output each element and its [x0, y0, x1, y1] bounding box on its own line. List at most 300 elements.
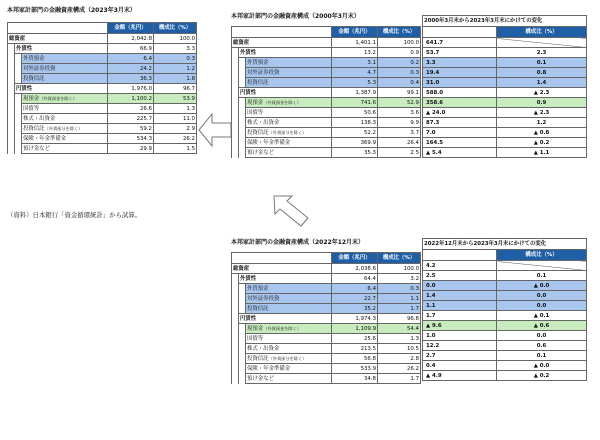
change-amount-cell: ▲ 24.0 — [423, 108, 497, 118]
indent — [15, 104, 22, 114]
indent — [8, 134, 15, 144]
indent — [8, 54, 15, 64]
table-row — [8, 64, 197, 74]
amount-cell: 59.2 — [108, 124, 154, 134]
indent — [239, 98, 246, 108]
table-row — [232, 284, 421, 294]
change-ratio-cell: 0.1 — [497, 271, 587, 281]
ratio-cell: 9.9 — [378, 118, 421, 128]
row-label — [22, 54, 108, 64]
indent — [239, 58, 246, 68]
ratio-cell: 0.3 — [378, 68, 421, 78]
table-row — [423, 118, 587, 128]
indent — [232, 78, 239, 88]
header-blank — [423, 250, 497, 261]
row-label — [246, 128, 332, 138]
change-ratio-cell: 0.1 — [497, 351, 587, 361]
amount-cell: 6.4 — [332, 284, 378, 294]
change-amount-cell: ▲ 5.4 — [423, 148, 497, 158]
row-label — [232, 264, 332, 274]
indent — [232, 274, 239, 284]
ratio-cell: 11.0 — [154, 114, 197, 124]
change-ratio-cell: 0.0 — [497, 331, 587, 341]
indent — [8, 114, 15, 124]
table-row — [423, 271, 587, 281]
row-label — [22, 134, 108, 144]
row-label-note: （外貨預金を除く） — [263, 99, 301, 105]
table-row — [423, 281, 587, 291]
ratio-cell: 1.7 — [378, 374, 421, 384]
amount-cell: 35.3 — [332, 148, 378, 158]
row-label-text: 現預金 — [247, 325, 264, 332]
indent — [239, 148, 246, 158]
row-label-text: 円貨性 — [240, 89, 257, 96]
row-label — [246, 118, 332, 128]
table-row — [423, 38, 587, 48]
indent — [15, 124, 22, 134]
table-row — [423, 138, 587, 148]
amount-cell: 2,038.6 — [332, 264, 378, 274]
indent — [8, 74, 15, 84]
indent — [8, 84, 15, 94]
row-label-text: 株式・出資金 — [247, 119, 280, 126]
ratio-cell: 26.4 — [378, 138, 421, 148]
table-row — [232, 98, 421, 108]
row-label — [246, 334, 332, 344]
row-label-text: 投資信託 — [247, 129, 269, 136]
table-row — [232, 274, 421, 284]
table-row — [423, 321, 587, 331]
change-header-row — [423, 250, 587, 261]
amount-cell: 22.7 — [332, 294, 378, 304]
table-row — [232, 264, 421, 274]
change-ratio-cell — [497, 261, 587, 271]
ratio-cell: 0.4 — [378, 78, 421, 88]
ratio-cell: 53.9 — [154, 94, 197, 104]
amount-cell: 1,976.0 — [108, 84, 154, 94]
indent — [239, 118, 246, 128]
amount-cell: 52.2 — [332, 128, 378, 138]
change-header-row — [423, 27, 587, 38]
row-label-text: 現預金 — [23, 95, 40, 102]
asset-table — [231, 252, 421, 384]
row-label-text: 預け金など — [247, 375, 274, 382]
amount-cell: 2,042.8 — [108, 34, 154, 44]
change-amount-cell: 1.0 — [423, 331, 497, 341]
ratio-cell: 1.3 — [378, 334, 421, 344]
row-label — [246, 364, 332, 374]
change-amount-cell: 19.4 — [423, 68, 497, 78]
table-row — [232, 128, 421, 138]
table-row — [423, 48, 587, 58]
change-ratio-cell: ▲ 0.6 — [497, 321, 587, 331]
indent — [15, 94, 22, 104]
row-label-text: 外貨預金 — [247, 59, 269, 66]
indent — [8, 94, 15, 104]
change-amount-cell: 641.7 — [423, 38, 497, 48]
amount-cell: 1,401.1 — [332, 38, 378, 48]
change-amount-cell: 1.7 — [423, 311, 497, 321]
table-row — [423, 128, 587, 138]
change-title: 2000年3月末から2023年3月末にかけての変化 — [423, 16, 587, 27]
row-label-text: 保険・年金準備金 — [247, 365, 291, 372]
indent — [239, 68, 246, 78]
asset-table — [231, 26, 421, 158]
table-row — [232, 364, 421, 374]
indent — [232, 304, 239, 314]
table-title: 本邦家計部門の金融資産構成（2022年12月末） — [231, 239, 365, 246]
indent — [232, 48, 239, 58]
ratio-cell: 0.3 — [154, 54, 197, 64]
row-label-note: （外貨部分を除く） — [44, 125, 83, 131]
amount-cell: 13.2 — [332, 48, 378, 58]
table-row — [8, 124, 197, 134]
asset-table — [7, 22, 197, 154]
indent — [232, 354, 239, 364]
indent — [8, 124, 15, 134]
change-amount-cell: 4.2 — [423, 261, 497, 271]
row-label — [246, 284, 332, 294]
change-ratio-cell: 0.1 — [497, 58, 587, 68]
indent — [239, 138, 246, 148]
indent — [15, 74, 22, 84]
row-label-text: 外貨性 — [240, 49, 257, 56]
table-row — [423, 68, 587, 78]
table-row — [232, 48, 421, 58]
indent — [232, 98, 239, 108]
change-amount-cell: 2.7 — [423, 351, 497, 361]
row-label-note: （外貨預金を除く） — [263, 325, 301, 331]
row-label-text: 外貨預金 — [247, 285, 269, 292]
row-label — [246, 324, 332, 334]
change-ratio-cell: 0.8 — [497, 68, 587, 78]
row-label-text: 外貨預金 — [23, 55, 45, 62]
table-row — [423, 78, 587, 88]
row-label — [246, 68, 332, 78]
row-label-text: 預け金など — [23, 145, 50, 152]
row-label-text: 投資信託 — [23, 75, 45, 82]
change-title: 2022年12月末から2023年3月末にかけての変化 — [423, 239, 587, 250]
indent — [8, 104, 15, 114]
change-ratio-cell: ▲ 2.3 — [497, 88, 587, 98]
ratio-cell: 96.7 — [154, 84, 197, 94]
header-amount: 金額（兆円） — [332, 253, 378, 264]
ratio-cell: 1.5 — [154, 144, 197, 154]
change-table — [422, 15, 587, 158]
row-label — [246, 344, 332, 354]
ratio-cell: 26.2 — [378, 364, 421, 374]
ratio-cell: 54.4 — [378, 324, 421, 334]
row-label — [246, 98, 332, 108]
ratio-cell: 10.5 — [378, 344, 421, 354]
table-row — [8, 74, 197, 84]
row-label — [239, 314, 332, 324]
table-row — [232, 118, 421, 128]
change-amount-cell: 2.5 — [423, 271, 497, 281]
table-row — [232, 294, 421, 304]
table-row — [423, 361, 587, 371]
ratio-cell: 0.9 — [378, 48, 421, 58]
row-label — [246, 294, 332, 304]
row-label-text: 投資信託 — [247, 355, 269, 362]
row-label — [22, 74, 108, 84]
row-label — [246, 78, 332, 88]
indent — [15, 144, 22, 154]
change-ratio-cell: ▲ 0.8 — [497, 128, 587, 138]
row-label — [246, 148, 332, 158]
row-label-text: 国債等 — [247, 109, 264, 116]
change-amount-cell: 3.3 — [423, 58, 497, 68]
indent — [239, 128, 246, 138]
table-row — [232, 314, 421, 324]
row-label — [246, 374, 332, 384]
table-row — [423, 261, 587, 271]
row-label-text: 国債等 — [23, 105, 40, 112]
source-note: （資料）日本銀行「資金循環統計」から試算。 — [7, 211, 142, 219]
ratio-cell: 3.2 — [378, 274, 421, 284]
row-label-text: 国債等 — [247, 335, 264, 342]
change-ratio-cell: ▲ 0.2 — [497, 138, 587, 148]
indent — [232, 284, 239, 294]
row-label — [239, 48, 332, 58]
table-row — [8, 144, 197, 154]
row-label — [239, 274, 332, 284]
change-ratio-cell: 0.0 — [497, 301, 587, 311]
row-label — [246, 138, 332, 148]
table-row — [8, 44, 197, 54]
amount-cell: 1,100.2 — [108, 94, 154, 104]
amount-cell: 225.7 — [108, 114, 154, 124]
table-header-row — [8, 23, 197, 34]
ratio-cell: 3.7 — [378, 128, 421, 138]
amount-cell: 24.2 — [108, 64, 154, 74]
header-ratio: 構成比（%） — [378, 27, 421, 38]
row-label-text: 株式・出資金 — [23, 115, 56, 122]
row-label-text: 預け金など — [247, 149, 274, 156]
row-label-text: 円貨性 — [240, 315, 257, 322]
table-row — [232, 88, 421, 98]
indent — [232, 364, 239, 374]
row-label-text: 総資産 — [233, 39, 250, 46]
row-label — [246, 304, 332, 314]
header-blank — [232, 27, 332, 38]
row-label-text: 投資信託 — [23, 125, 45, 132]
row-label — [246, 354, 332, 364]
row-label — [22, 144, 108, 154]
ratio-cell: 1.7 — [378, 304, 421, 314]
row-label — [22, 64, 108, 74]
row-label — [22, 114, 108, 124]
table-row — [232, 304, 421, 314]
amount-cell: 64.4 — [332, 274, 378, 284]
up-left-arrow-icon — [270, 192, 310, 228]
row-label-note: （外貨部分を除く） — [268, 129, 307, 135]
table-row — [232, 58, 421, 68]
change-ratio-cell: ▲ 1.1 — [497, 148, 587, 158]
change-ratio-cell: 1.2 — [497, 118, 587, 128]
row-label — [22, 124, 108, 134]
table-header-row — [232, 253, 421, 264]
indent — [232, 294, 239, 304]
change-table — [422, 238, 587, 381]
indent — [239, 78, 246, 88]
indent — [232, 344, 239, 354]
amount-cell: 1,974.3 — [332, 314, 378, 324]
row-label-text: 円貨性 — [16, 85, 33, 92]
change-amount-cell: 588.0 — [423, 88, 497, 98]
table-row — [423, 331, 587, 341]
indent — [232, 128, 239, 138]
amount-cell: 741.6 — [332, 98, 378, 108]
amount-cell: 1,387.9 — [332, 88, 378, 98]
indent — [232, 58, 239, 68]
header-ratio: 構成比（%） — [497, 250, 587, 261]
table-row — [423, 301, 587, 311]
indent — [232, 88, 239, 98]
row-label-text: 対外証券投資 — [247, 295, 280, 302]
header-blank — [8, 23, 108, 34]
indent — [239, 304, 246, 314]
row-label-note: （外貨部分を除く） — [268, 355, 307, 361]
row-label-text: 保険・年金準備金 — [23, 135, 67, 142]
indent — [239, 108, 246, 118]
indent — [232, 68, 239, 78]
row-label — [15, 84, 108, 94]
amount-cell: 6.4 — [108, 54, 154, 64]
amount-cell: 4.7 — [332, 68, 378, 78]
change-amount-cell: 31.0 — [423, 78, 497, 88]
table-row — [232, 38, 421, 48]
ratio-cell: 100.0 — [378, 38, 421, 48]
table-row — [232, 344, 421, 354]
change-amount-cell: 12.2 — [423, 341, 497, 351]
header-ratio: 構成比（%） — [497, 27, 587, 38]
table-row — [8, 134, 197, 144]
change-amount-cell: ▲ 4.9 — [423, 371, 497, 381]
table-row — [8, 104, 197, 114]
ratio-cell: 2.9 — [154, 124, 197, 134]
row-label-text: 保険・年金準備金 — [247, 139, 291, 146]
row-label — [246, 58, 332, 68]
ratio-cell: 1.8 — [154, 74, 197, 84]
change-amount-cell: ▲ 9.6 — [423, 321, 497, 331]
indent — [239, 334, 246, 344]
indent — [15, 54, 22, 64]
ratio-cell: 3.6 — [378, 108, 421, 118]
change-amount-cell: 358.6 — [423, 98, 497, 108]
amount-cell: 533.9 — [332, 364, 378, 374]
indent — [232, 148, 239, 158]
table-row — [8, 34, 197, 44]
table-row — [232, 108, 421, 118]
change-ratio-cell: ▲ 0.1 — [497, 311, 587, 321]
row-label-text: 投資信託 — [247, 79, 269, 86]
amount-cell: 213.5 — [332, 344, 378, 354]
indent — [232, 118, 239, 128]
change-ratio-cell — [497, 38, 587, 48]
ratio-cell: 3.3 — [154, 44, 197, 54]
amount-cell: 369.9 — [332, 138, 378, 148]
indent — [15, 134, 22, 144]
change-ratio-cell: 1.4 — [497, 78, 587, 88]
row-label-text: 外貨性 — [16, 45, 33, 52]
row-label-text: 株式・出資金 — [247, 345, 280, 352]
table-row — [423, 311, 587, 321]
row-label — [22, 94, 108, 104]
header-blank — [423, 27, 497, 38]
indent — [8, 64, 15, 74]
row-label — [239, 88, 332, 98]
header-blank — [232, 253, 332, 264]
change-ratio-cell: 0.0 — [497, 291, 587, 301]
change-amount-cell: 53.7 — [423, 48, 497, 58]
table-header-row — [232, 27, 421, 38]
row-label — [246, 108, 332, 118]
change-ratio-cell: 2.3 — [497, 48, 587, 58]
row-label — [22, 104, 108, 114]
indent — [239, 364, 246, 374]
ratio-cell: 2.8 — [378, 354, 421, 364]
indent — [239, 354, 246, 364]
change-amount-cell: 164.5 — [423, 138, 497, 148]
indent — [239, 294, 246, 304]
table-row — [232, 138, 421, 148]
amount-cell: 3.1 — [332, 58, 378, 68]
row-label-note: （外貨預金を除く） — [39, 95, 77, 101]
change-title-row — [423, 16, 587, 27]
amount-cell: 29.9 — [108, 144, 154, 154]
table-row — [232, 68, 421, 78]
row-label-text: 総資産 — [233, 265, 250, 272]
table-row — [423, 98, 587, 108]
ratio-cell: 26.2 — [154, 134, 197, 144]
change-ratio-cell: ▲ 2.3 — [497, 108, 587, 118]
indent — [239, 374, 246, 384]
ratio-cell: 52.9 — [378, 98, 421, 108]
amount-cell: 534.3 — [108, 134, 154, 144]
indent — [15, 64, 22, 74]
indent — [239, 324, 246, 334]
table-row — [423, 351, 587, 361]
amount-cell: 50.6 — [332, 108, 378, 118]
table-row — [423, 58, 587, 68]
change-amount-cell: 1.4 — [423, 291, 497, 301]
indent — [232, 108, 239, 118]
indent — [8, 44, 15, 54]
change-ratio-cell: 0.6 — [497, 341, 587, 351]
row-label-text: 外貨性 — [240, 275, 257, 282]
table-row — [232, 78, 421, 88]
table-row — [423, 108, 587, 118]
indent — [8, 144, 15, 154]
header-ratio: 構成比（%） — [378, 253, 421, 264]
header-amount: 金額（兆円） — [332, 27, 378, 38]
row-label — [15, 44, 108, 54]
ratio-cell: 100.0 — [154, 34, 197, 44]
table-row — [232, 374, 421, 384]
row-label-text: 対外証券投資 — [247, 69, 280, 76]
table-row — [423, 148, 587, 158]
header-ratio: 構成比（%） — [154, 23, 197, 34]
change-ratio-cell: ▲ 0.2 — [497, 371, 587, 381]
change-amount-cell: 1.1 — [423, 301, 497, 311]
amount-cell: 36.3 — [108, 74, 154, 84]
amount-cell: 138.3 — [332, 118, 378, 128]
header-amount: 金額（兆円） — [108, 23, 154, 34]
row-label-text: 投資信託 — [247, 305, 269, 312]
indent — [232, 324, 239, 334]
table-row — [232, 354, 421, 364]
